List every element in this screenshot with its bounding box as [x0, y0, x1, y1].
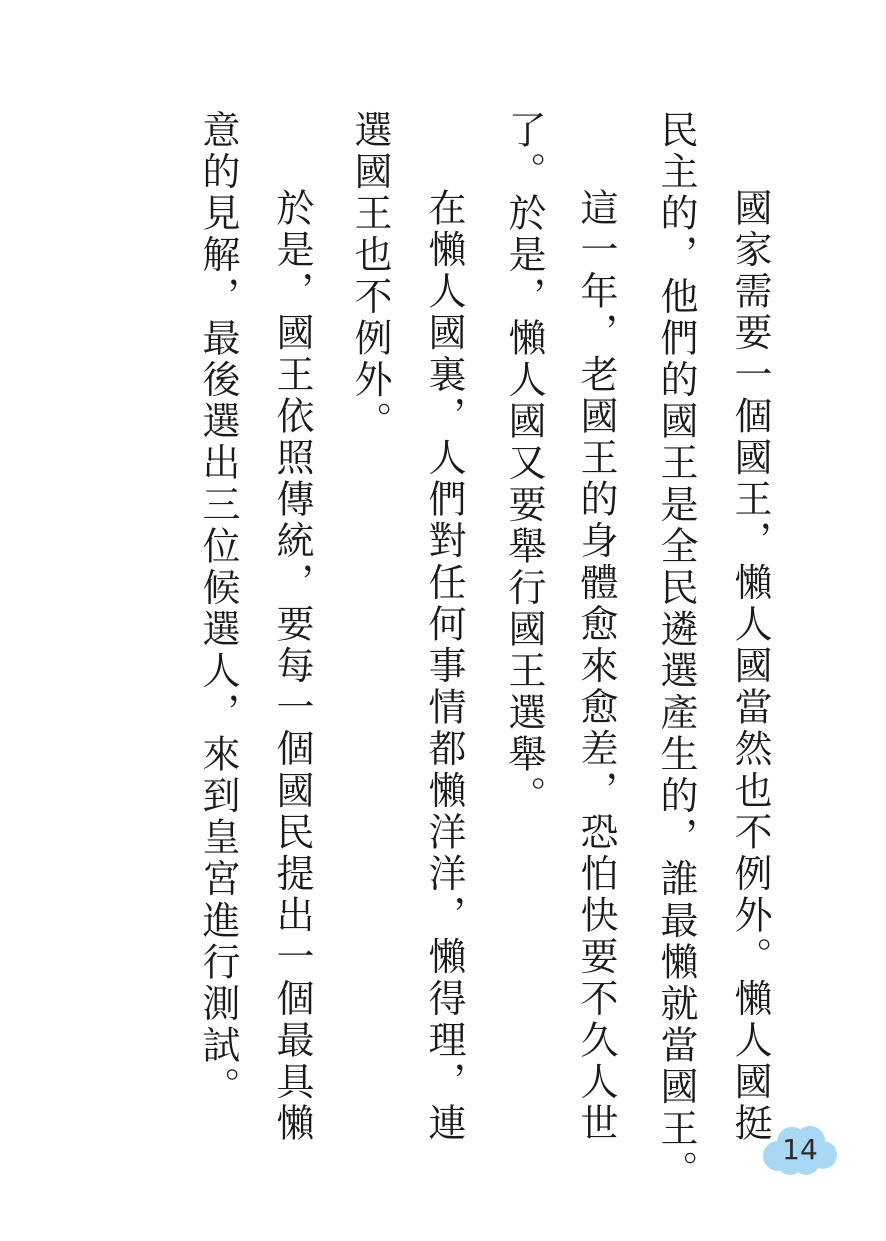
text-column-6: 選國王也不例外。 [348, 110, 392, 443]
page-number: 14 [782, 1133, 818, 1166]
text-column-5: 在懶人國裏，人們對任何事情都懶洋洋，懶得理，連 [422, 188, 466, 1145]
text-column-7: 於是，國王依照傳統，要每一個國民提出一個最具懶 [270, 188, 314, 1145]
text-column-8: 意的見解，最後選出三位候選人，來到皇宮進行測試。 [196, 110, 240, 1109]
page-number-badge [762, 1124, 838, 1176]
text-column-3: 這一年，老國王的身體愈來愈差，恐怕快要不久人世 [574, 188, 618, 1145]
text-column-1: 國家需要一個國王，懶人國當然也不例外。懶人國挺 [728, 188, 772, 1145]
text-column-4: 了。於是，懶人國又要舉行國王選舉。 [502, 110, 546, 818]
text-column-2: 民主的，他們的國王是全民遴選產生的，誰最懶就當國王。 [654, 110, 698, 1192]
